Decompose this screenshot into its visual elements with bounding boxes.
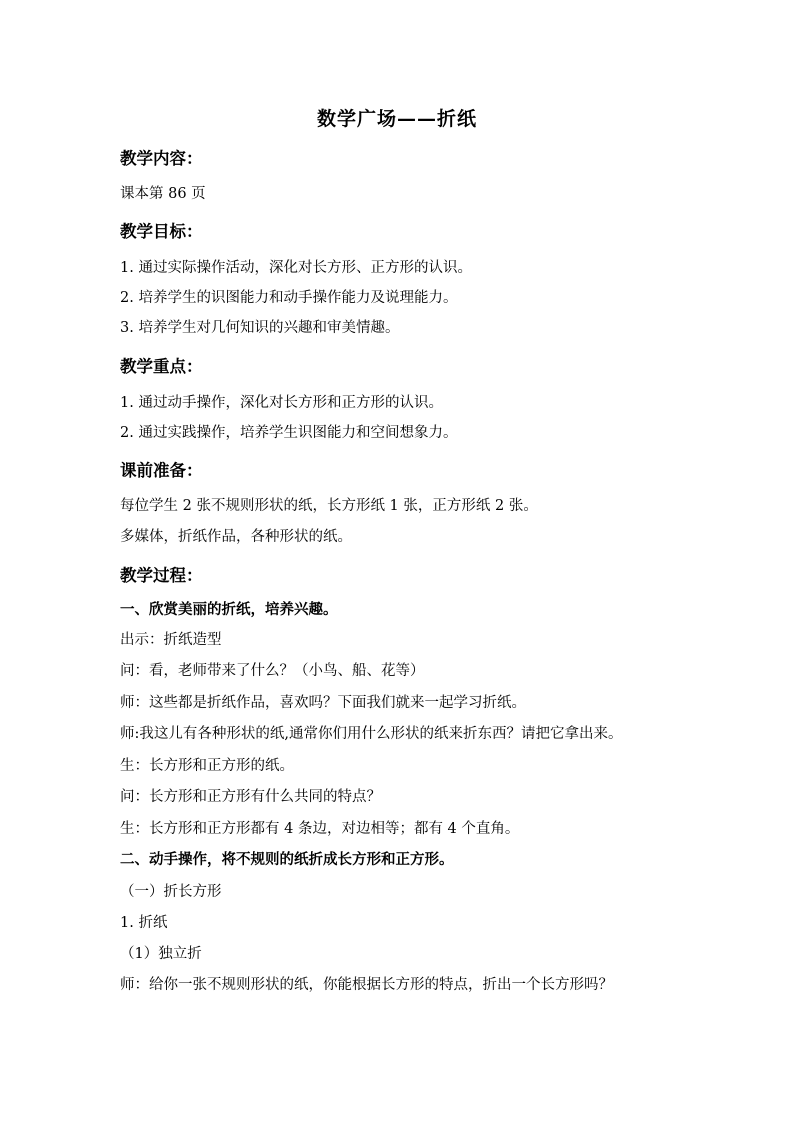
- process-heading: 教学过程：: [120, 566, 203, 585]
- prep-item: 每位学生 2 张不规则形状的纸，长方形纸 1 张，正方形纸 2 张。: [120, 498, 538, 514]
- dialogue-line: 师：这些都是折纸作品，喜欢吗？下面我们就来一起学习折纸。: [120, 695, 526, 711]
- goal-item: 3. 培养学生对几何知识的兴趣和审美情趣。: [120, 320, 400, 336]
- dialogue-line: 师：给你一张不规则形状的纸，你能根据长方形的特点，折出一个长方形吗？: [120, 977, 613, 993]
- goal-item: 1. 通过实际操作活动，深化对长方形、正方形的认识。: [120, 260, 472, 276]
- prep-item: 多媒体，折纸作品，各种形状的纸。: [120, 529, 352, 545]
- dialogue-line: 生：长方形和正方形的纸。: [120, 758, 294, 774]
- part1-heading: 一、欣赏美丽的折纸，培养兴趣。: [120, 601, 338, 618]
- focus-item: 2. 通过实践操作，培养学生识图能力和空间想象力。: [120, 425, 458, 441]
- dialogue-line: 师:我这儿有各种形状的纸,通常你们用什么形状的纸来折东西？请把它拿出来。: [120, 726, 623, 742]
- dialogue-line: 出示：折纸造型: [120, 632, 222, 648]
- focus-item: 1. 通过动手操作，深化对长方形和正方形的认识。: [120, 395, 443, 411]
- page-title: 数学广场——折纸: [316, 108, 477, 130]
- content-heading: 教学内容：: [120, 149, 203, 168]
- goals-heading: 教学目标：: [120, 222, 203, 241]
- focus-heading: 教学重点：: [120, 357, 203, 376]
- dialogue-line: 问：长方形和正方形有什么共同的特点？: [120, 789, 381, 805]
- prep-heading: 课前准备：: [120, 461, 203, 480]
- dialogue-line: 问：看，老师带来了什么？（小鸟、船、花等）: [120, 663, 425, 679]
- goal-item: 2. 培养学生的识图能力和动手操作能力及说理能力。: [120, 290, 458, 306]
- part2-heading: 二、动手操作，将不规则的纸折成长方形和正方形。: [120, 851, 454, 868]
- content-text: 课本第 86 页: [120, 186, 206, 202]
- dialogue-line: 生：长方形和正方形都有 4 条边，对边相等；都有 4 个直角。: [120, 821, 520, 837]
- step-line: （一）折长方形: [120, 884, 222, 900]
- step-line: （1）独立折: [120, 946, 202, 962]
- step-line: 1. 折纸: [120, 915, 168, 931]
